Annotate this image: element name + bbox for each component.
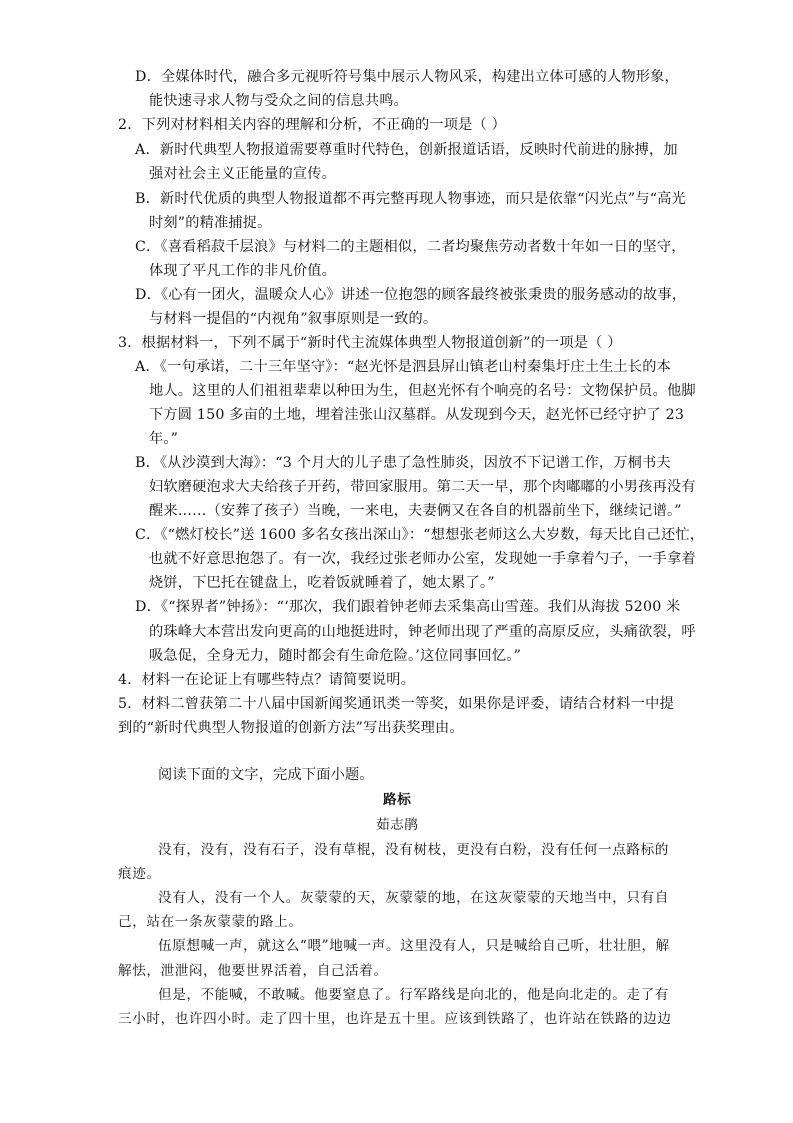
q3-option-b-line1: B．《从沙漠到大海》：“3 个月大的儿子患了急性肺炎，因放不下记谱工作，万桐书夫 — [135, 455, 671, 471]
q2-stem: 2．下列对材料相关内容的理解和分析，不正确的一项是（ ） — [118, 117, 507, 133]
passage-paragraph-1-line2: 痕迹。 — [118, 866, 161, 882]
q3-option-c-line1: C．《“燃灯校长”送 1600 多名女孩出深山》：“想想张老师这么大岁数，每天比自己还忙， — [135, 527, 705, 543]
q2-option-b-line1: B．新时代优质的典型人物报道都不再完整再现人物事迹，而只是依靠“闪光点”与“高光 — [135, 191, 686, 207]
q3-option-d-line3: 吸急促，全身无力，随时都会有生命危险。’这位同事回忆。” — [149, 648, 522, 664]
passage-paragraph-4-line1: 但是，不能喊，不敢喊。他要窒息了。行军路线是向北的，他是向北走的。走了有 — [158, 987, 669, 1003]
passage-paragraph-1-line1: 没有，没有，没有石子，没有草棍，没有树枝，更没有白粉，没有任何一点路标的 — [158, 842, 669, 858]
q3-option-a-line3: 下方圆 150 多亩的土地，埋着洼张山汉墓群。从发现到今天，赵光怀已经守护了 23 — [149, 407, 685, 423]
q1-option-d-line1: D．全媒体时代，融合多元视听符号集中展示人物风采，构建出立体可感的人物形象， — [135, 69, 679, 85]
q2-option-c-line1: C．《喜看稻菽千层浪》与材料二的主题相似，二者均聚焦劳动者数十年如一日的坚守， — [135, 239, 686, 255]
q1-option-d-line2: 能快速寻求人物与受众之间的信息共鸣。 — [149, 93, 408, 109]
q2-option-d-line1: D．《心有一团火，温暖众人心》讲述一位抱怨的顾客最终被张秉贵的服务感动的故事， — [135, 287, 687, 303]
q3-option-c-line3: 烧饼，下巴托在键盘上，吃着饭就睡着了，她太累了。” — [149, 575, 495, 591]
q3-option-a-line2: 地人。这里的人们祖祖辈辈以种田为生，但赵光怀有个响亮的名号：文物保护员。他脚 — [149, 383, 696, 399]
q2-option-b-line2: 时刻”的精准捕捉。 — [149, 215, 272, 231]
passage-title: 路标 — [383, 792, 412, 808]
q5-stem-line1: 5．材料二曾获第二十八届中国新闻奖通讯类一等奖，如果你是评委，请结合材料一中提 — [118, 696, 674, 712]
passage-paragraph-2-line2: 己，站在一条灰蒙蒙的路上。 — [118, 914, 303, 930]
passage-paragraph-4-line2: 三小时，也许四小时。走了四十里，也许是五十里。应该到铁路了，也许站在铁路的边边 — [118, 1011, 672, 1027]
q3-option-b-line3: 醒来……（安葬了孩子）当晚，一来电，夫妻俩又在各自的机器前坐下，继续记谱。” — [149, 503, 682, 519]
q2-option-d-line2: 与材料一提倡的“内视角”叙事原则是一致的。 — [149, 311, 438, 327]
passage-paragraph-3-line1: 伍原想喊一声，就这么“喂”地喊一声。这里没有人，只是喊给自己听，壮壮胆，解 — [158, 938, 670, 954]
q3-stem: 3．根据材料一，下列不属于“新时代主流媒体典型人物报道创新”的一项是（ ） — [118, 335, 622, 351]
q4-stem: 4．材料一在论证上有哪些特点？请简要说明。 — [118, 672, 415, 688]
reading-intro: 阅读下面的文字，完成下面小题。 — [158, 767, 374, 783]
passage-author: 茹志鹃 — [376, 817, 419, 833]
q3-option-a-line1: A．《一句承诺，二十三年坚守》：“赵光怀是泗县屏山镇老山村秦集圩庄土生土长的本 — [135, 359, 672, 375]
q5-stem-line2: 到的“新时代典型人物报道的创新方法”写出获奖理由。 — [118, 720, 464, 736]
q3-option-b-line2: 妇软磨硬泡求大夫给孩子开药，带回家服用。第二天一早，那个肉嘟嘟的小男孩再没有 — [149, 479, 696, 495]
q3-option-c-line2: 也就不好意思抱怨了。有一次，我经过张老师办公室，发现她一手拿着勺子，一手拿着 — [149, 551, 696, 567]
q2-option-a-line2: 强对社会主义正能量的宣传。 — [149, 166, 337, 182]
q3-option-d-line1: D．《“探界者”钟扬》：“‘那次，我们跟着钟老师去采集高山雪莲。我们从海拔 5200 米 — [135, 599, 681, 615]
passage-paragraph-3-line2: 解怯，泄泄闷，他要世界活着，自己活着。 — [118, 963, 388, 979]
q3-option-d-line2: 的珠峰大本营出发向更高的山地挺进时，钟老师出现了严重的高原反应，头痛欲裂，呼 — [149, 624, 696, 640]
q2-option-c-line2: 体现了平凡工作的非凡价值。 — [149, 263, 337, 279]
passage-paragraph-2-line1: 没有人，没有一个人。灰蒙蒙的天，灰蒙蒙的地，在这灰蒙蒙的天地当中，只有自 — [158, 890, 669, 906]
q3-option-a-line4: 年。” — [149, 431, 179, 447]
q2-option-a-line1: A．新时代典型人物报道需要尊重时代特色，创新报道话语，反映时代前进的脉搏，加 — [135, 142, 678, 158]
